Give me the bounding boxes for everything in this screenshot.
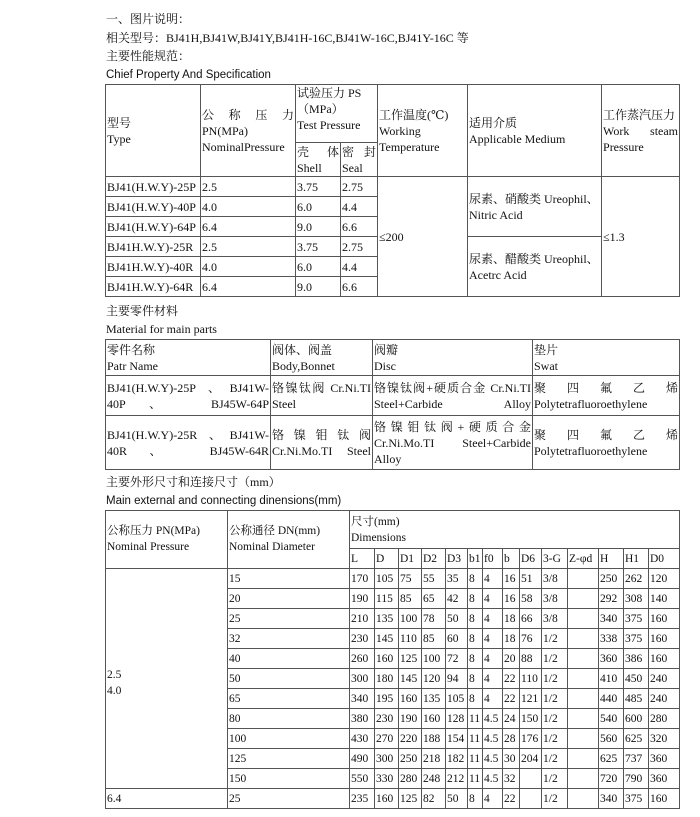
dim-cell: 280 — [649, 709, 680, 729]
dim-cell: 190 — [399, 709, 422, 729]
dim-cell: 410 — [599, 669, 624, 689]
dim-cell: 540 — [599, 709, 624, 729]
shell-cell: 6.0 — [296, 257, 341, 277]
dim-cell: 8 — [468, 649, 483, 669]
dim-cell: 790 — [624, 769, 649, 789]
shell-header: 壳 体 Shell — [297, 144, 339, 175]
pn-header: 公称压力 PN(MPa) Nominal Pressure — [106, 511, 228, 569]
seal-cell: 2.75 — [341, 177, 378, 197]
pn-cell: 2.5 — [201, 237, 296, 257]
dim-cell: 22 — [503, 789, 520, 809]
spec-heading-cn: 主要性能规范： — [106, 49, 191, 63]
dim-cell: 1/2 — [542, 789, 568, 809]
dim-cell: 182 — [446, 749, 468, 769]
dim-cell: 340 — [350, 689, 375, 709]
dim-cell: 490 — [350, 749, 375, 769]
swat-material-cell: 聚 四 氟 乙 烯 Polytetrafluoroethylene — [533, 416, 680, 470]
dim-cell: 115 — [375, 589, 399, 609]
dim-cell: 60 — [446, 629, 468, 649]
shell-cell: 9.0 — [296, 277, 341, 297]
dim-cell: 218 — [422, 749, 446, 769]
col-header: 3-G — [542, 549, 568, 569]
dim-cell: 42 — [446, 589, 468, 609]
dim-cell: 135 — [422, 689, 446, 709]
dim-cell: 160 — [649, 609, 680, 629]
dim-cell: 11 — [468, 709, 483, 729]
dim-cell: 58 — [520, 589, 542, 609]
dim-cell: 195 — [375, 689, 399, 709]
dim-cell: 3/8 — [542, 589, 568, 609]
dim-cell — [568, 649, 599, 669]
type-cell: BJ41H.W.Y)-25R — [106, 237, 201, 257]
section-heading: 一、图片说明： — [106, 12, 191, 26]
dim-cell: 28 — [503, 729, 520, 749]
type-cell: BJ41H.W.Y)-40R — [106, 257, 201, 277]
dim-cell: 220 — [399, 729, 422, 749]
pn-cell: 6.4 — [201, 217, 296, 237]
temp-cell: ≤200 — [378, 177, 468, 297]
dim-cell: 50 — [446, 789, 468, 809]
dims-row — [106, 569, 680, 589]
dim-cell — [568, 729, 599, 749]
type-cell: BJ41(H.W.Y)-64P — [106, 217, 201, 237]
dim-cell: 55 — [422, 569, 446, 589]
dim-cell: 140 — [649, 589, 680, 609]
pn-value: 4.0 — [107, 684, 122, 697]
dim-cell: 4.5 — [483, 749, 503, 769]
seal-cell: 2.75 — [341, 237, 378, 257]
dn-cell: 65 — [228, 689, 350, 709]
dim-cell: 190 — [350, 589, 375, 609]
dim-cell — [568, 629, 599, 649]
dim-cell: 1/2 — [542, 749, 568, 769]
dim-cell: 128 — [446, 709, 468, 729]
dim-cell: 8 — [468, 669, 483, 689]
dim-cell: 375 — [624, 609, 649, 629]
dim-cell: 18 — [503, 629, 520, 649]
dim-cell: 170 — [350, 569, 375, 589]
col-header: b1 — [468, 549, 483, 569]
pn-cell: 2.5 — [201, 177, 296, 197]
col-header: D6 — [520, 549, 542, 569]
dim-cell: 160 — [422, 709, 446, 729]
dim-cell: 1/2 — [542, 629, 568, 649]
seal-cell: 6.6 — [341, 217, 378, 237]
pn-cell: 4.0 — [201, 197, 296, 217]
dn-cell: 125 — [228, 749, 350, 769]
dim-cell: 24 — [503, 709, 520, 729]
disc-material-cell: 铬镍钼钛阀+硬质合金 Cr.Ni.Mo.TI Steel+Carbide Alloy — [373, 416, 533, 470]
col-header: f0 — [483, 549, 503, 569]
pn-value: 2.5 — [107, 668, 122, 681]
shell-cell: 3.75 — [296, 177, 341, 197]
dim-cell: 210 — [350, 609, 375, 629]
dim-cell: 260 — [350, 649, 375, 669]
type-cell: BJ41(H.W.Y)-25P — [106, 177, 201, 197]
dim-cell: 135 — [375, 609, 399, 629]
dim-cell: 8 — [468, 689, 483, 709]
dim-cell: 320 — [649, 729, 680, 749]
dim-cell: 20 — [503, 649, 520, 669]
dim-cell — [568, 749, 599, 769]
dim-cell: 110 — [399, 629, 422, 649]
shell-cell: 3.75 — [296, 237, 341, 257]
dim-cell: 240 — [649, 669, 680, 689]
dim-cell: 308 — [624, 589, 649, 609]
dim-cell — [568, 789, 599, 809]
type-cell: BJ41H.W.Y)-64R — [106, 277, 201, 297]
type-cell: BJ41(H.W.Y)-40P — [106, 197, 201, 217]
dim-cell: 230 — [350, 629, 375, 649]
dim-cell: 4 — [483, 789, 503, 809]
dim-cell: 65 — [422, 589, 446, 609]
dim-cell — [568, 589, 599, 609]
dn-header: 公称通径 DN(mm) Nominal Diameter — [228, 511, 350, 569]
dim-cell: 235 — [350, 789, 375, 809]
parts-table — [105, 339, 680, 470]
col-header: L — [350, 549, 375, 569]
dim-cell: 204 — [520, 749, 542, 769]
dn-cell: 80 — [228, 709, 350, 729]
body-header: 阀体、阀盖 Body,Bonnet — [271, 340, 373, 376]
dim-cell: 4 — [483, 609, 503, 629]
dim-cell: 16 — [503, 569, 520, 589]
dim-cell: 360 — [649, 749, 680, 769]
disc-header: 阀瓣 Disc — [373, 340, 533, 376]
dim-cell: 120 — [422, 669, 446, 689]
dim-cell: 105 — [375, 569, 399, 589]
dim-cell: 176 — [520, 729, 542, 749]
parts-heading-cn: 主要零件材料 — [106, 304, 179, 318]
col-header: H1 — [624, 549, 649, 569]
part-name-cell: BJ41(H.W.Y)-25R 、BJ41W-40R、 BJ45W-64R — [106, 416, 271, 470]
dim-cell: 121 — [520, 689, 542, 709]
dim-cell: 72 — [446, 649, 468, 669]
dim-cell: 3/8 — [542, 609, 568, 629]
dim-cell — [568, 609, 599, 629]
dim-cell: 35 — [446, 569, 468, 589]
dim-cell: 300 — [375, 749, 399, 769]
dim-cell: 550 — [350, 769, 375, 789]
shell-cell: 6.0 — [296, 197, 341, 217]
dim-cell: 11 — [468, 769, 483, 789]
dim-cell: 4.5 — [483, 769, 503, 789]
dim-cell — [568, 709, 599, 729]
dim-cell: 125 — [399, 649, 422, 669]
swat-header: 垫片 Swat — [533, 340, 680, 376]
dim-cell: 75 — [399, 569, 422, 589]
dim-cell: 66 — [520, 609, 542, 629]
dim-cell: 440 — [599, 689, 624, 709]
seal-cell: 4.4 — [341, 257, 378, 277]
dim-cell — [520, 769, 542, 789]
seal-cell: 6.6 — [341, 277, 378, 297]
disc-material-cell: 铬镍钛阀+硬质合金 Cr.Ni.TI Steel+Carbide Alloy — [373, 376, 533, 416]
dim-cell: 485 — [624, 689, 649, 709]
col-header: D0 — [649, 549, 680, 569]
steam-cell: ≤1.3 — [602, 177, 680, 297]
dim-cell: 100 — [399, 609, 422, 629]
dim-cell: 125 — [399, 789, 422, 809]
col-header: H — [599, 549, 624, 569]
medium-p-cell: 尿素、硝酸类 Ureophil、Nitric Acid — [468, 177, 602, 237]
dim-cell — [568, 769, 599, 789]
dim-cell — [568, 689, 599, 709]
seal-header: 密 封 Seal — [342, 144, 377, 175]
dim-cell: 280 — [399, 769, 422, 789]
dims-heading-cn: 主要外形尺寸和连接尺寸（mm） — [106, 475, 281, 489]
col-header: D1 — [399, 549, 422, 569]
shell-cell: 9.0 — [296, 217, 341, 237]
dim-cell: 16 — [503, 589, 520, 609]
dim-cell: 240 — [649, 689, 680, 709]
pn-group-cell — [106, 569, 228, 789]
dim-cell: 262 — [624, 569, 649, 589]
dim-cell: 8 — [468, 589, 483, 609]
dim-cell: 22 — [503, 689, 520, 709]
dim-cell: 600 — [624, 709, 649, 729]
part-name-cell: BJ41(H.W.Y)-25P 、BJ41W-40P、 BJ45W-64P — [106, 376, 271, 416]
dim-cell: 88 — [520, 649, 542, 669]
dim-cell: 300 — [350, 669, 375, 689]
dim-cell: 292 — [599, 589, 624, 609]
body-material-cell: 铬 镍 钼 钛 阀 Cr.Ni.Mo.TI Steel — [271, 416, 373, 470]
dim-cell: 100 — [422, 649, 446, 669]
body-material-cell: 铬镍钛阀 Cr.Ni.TI Steel — [271, 376, 373, 416]
swat-material-cell: 聚 四 氟 乙 烯 Polytetrafluoroethylene — [533, 376, 680, 416]
dim-cell — [568, 669, 599, 689]
dim-cell: 51 — [520, 569, 542, 589]
spec-heading-en: Chief Property And Specification — [106, 69, 271, 81]
dim-cell: 450 — [624, 669, 649, 689]
col-header: D3 — [446, 549, 468, 569]
dim-cell: 180 — [375, 669, 399, 689]
parts-heading-en: Material for main parts — [106, 322, 217, 336]
dim-cell: 145 — [399, 669, 422, 689]
col-header: D2 — [422, 549, 446, 569]
dim-cell: 4.5 — [483, 709, 503, 729]
dim-cell: 4 — [483, 569, 503, 589]
dim-cell: 560 — [599, 729, 624, 749]
dim-cell: 76 — [520, 629, 542, 649]
dim-cell: 4 — [483, 589, 503, 609]
col-header: Z-φd — [568, 549, 599, 569]
dimensions-table — [105, 510, 680, 809]
dim-cell: 250 — [599, 569, 624, 589]
dim-cell: 85 — [399, 589, 422, 609]
dn-cell: 40 — [228, 649, 350, 669]
dim-cell: 8 — [468, 609, 483, 629]
dim-cell: 22 — [503, 669, 520, 689]
test-pressure-header: 试验压力 PS （MPa） Test Pressure — [296, 85, 378, 143]
medium-r-cell: 尿素、醋酸类 Ureophil、Acetrc Acid — [468, 237, 602, 297]
dim-cell: 145 — [375, 629, 399, 649]
dim-cell: 625 — [599, 749, 624, 769]
dim-cell: 375 — [624, 629, 649, 649]
dim-cell: 18 — [503, 609, 520, 629]
dim-cell: 230 — [375, 709, 399, 729]
seal-cell: 4.4 — [341, 197, 378, 217]
dim-cell: 360 — [599, 649, 624, 669]
dim-cell: 4 — [483, 629, 503, 649]
dims-heading-en: Main external and connecting dinensions(mm) — [106, 495, 342, 507]
dim-cell — [520, 789, 542, 809]
dn-cell: 25 — [228, 609, 350, 629]
dim-cell: 160 — [375, 649, 399, 669]
pn-header: 公 称 压 力 PN(MPa) NominalPressure — [201, 85, 296, 177]
dim-cell: 188 — [422, 729, 446, 749]
dim-cell: 4 — [483, 689, 503, 709]
dim-cell: 340 — [599, 609, 624, 629]
temp-header: 工作温度(℃) Working Temperature — [378, 85, 468, 177]
dim-cell: 1/2 — [542, 769, 568, 789]
dim-cell: 1/2 — [542, 729, 568, 749]
pn-cell: 6.4 — [201, 277, 296, 297]
dim-cell: 3/8 — [542, 569, 568, 589]
dim-cell: 160 — [399, 689, 422, 709]
dim-cell: 8 — [468, 569, 483, 589]
related-models: 相关型号：BJ41H,BJ41W,BJ41Y,BJ41H-16C,BJ41W-16C,BJ41Y-16C 等 — [106, 31, 469, 45]
dim-cell: 94 — [446, 669, 468, 689]
spec-table — [105, 84, 680, 297]
dim-cell: 1/2 — [542, 649, 568, 669]
dim-cell: 110 — [520, 669, 542, 689]
dim-cell: 430 — [350, 729, 375, 749]
dim-cell: 737 — [624, 749, 649, 769]
dim-cell — [568, 569, 599, 589]
dim-cell: 338 — [599, 629, 624, 649]
dn-cell: 150 — [228, 769, 350, 789]
dim-cell: 1/2 — [542, 709, 568, 729]
dim-cell: 154 — [446, 729, 468, 749]
dim-cell: 82 — [422, 789, 446, 809]
steam-header: 工作蒸汽压力 Work steam Pressure — [602, 85, 680, 177]
dim-cell: 50 — [446, 609, 468, 629]
dims-row — [106, 789, 680, 809]
dim-cell: 212 — [446, 769, 468, 789]
dim-cell: 4.5 — [483, 729, 503, 749]
part-name-header: 零件名称 Patr Name — [106, 340, 271, 376]
dim-cell: 340 — [599, 789, 624, 809]
dim-cell: 248 — [422, 769, 446, 789]
dim-cell: 380 — [350, 709, 375, 729]
dim-cell: 85 — [422, 629, 446, 649]
pn-group-cell: 6.4 — [106, 789, 228, 809]
dim-cell: 11 — [468, 749, 483, 769]
dim-cell: 150 — [520, 709, 542, 729]
dim-cell: 4 — [483, 649, 503, 669]
dim-cell: 330 — [375, 769, 399, 789]
dim-cell: 160 — [649, 649, 680, 669]
dim-cell: 720 — [599, 769, 624, 789]
dn-cell: 50 — [228, 669, 350, 689]
medium-header: 适用介质 Applicable Medium — [468, 85, 602, 177]
dn-cell: 15 — [228, 569, 350, 589]
col-header: b — [503, 549, 520, 569]
dim-cell: 1/2 — [542, 689, 568, 709]
dim-cell: 8 — [468, 789, 483, 809]
dn-cell: 100 — [228, 729, 350, 749]
dim-cell: 8 — [468, 629, 483, 649]
pn-cell: 4.0 — [201, 257, 296, 277]
dimensions-header: 尺寸(mm) Dimensions — [350, 511, 680, 549]
dim-cell: 360 — [649, 769, 680, 789]
col-header: D — [375, 549, 399, 569]
dim-cell: 105 — [446, 689, 468, 709]
dim-cell: 4 — [483, 669, 503, 689]
dim-cell: 160 — [375, 789, 399, 809]
type-header: 型号 Type — [106, 85, 201, 177]
dim-cell: 160 — [649, 789, 680, 809]
dim-cell: 32 — [503, 769, 520, 789]
dim-cell: 160 — [649, 629, 680, 649]
dim-cell: 11 — [468, 729, 483, 749]
dim-cell: 30 — [503, 749, 520, 769]
dn-cell: 25 — [228, 789, 350, 809]
dim-cell: 250 — [399, 749, 422, 769]
dim-cell: 1/2 — [542, 669, 568, 689]
dim-cell: 386 — [624, 649, 649, 669]
dim-cell: 78 — [422, 609, 446, 629]
dim-cell: 120 — [649, 569, 680, 589]
dim-cell: 270 — [375, 729, 399, 749]
dn-cell: 32 — [228, 629, 350, 649]
dim-cell: 625 — [624, 729, 649, 749]
dn-cell: 20 — [228, 589, 350, 609]
dim-cell: 375 — [624, 789, 649, 809]
